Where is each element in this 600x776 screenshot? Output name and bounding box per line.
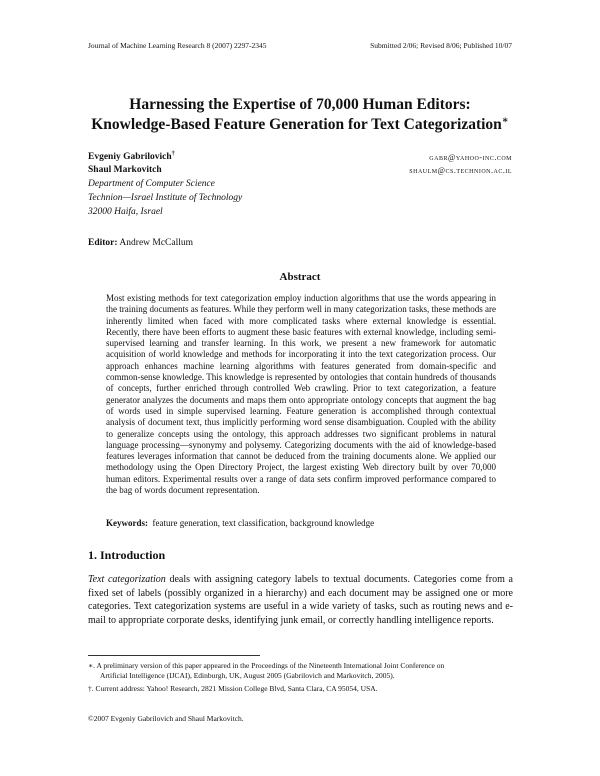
keywords-line [106, 518, 374, 528]
affiliation-line3: 32000 Haifa, Israel [88, 207, 163, 217]
submission-dates: Submitted 2/06; Revised 8/06; Published 10/07 [370, 41, 512, 50]
author-2-email: shaulm@cs.technion.ac.il [409, 166, 512, 175]
affiliation-line1: Department of Computer Science [88, 179, 215, 189]
keywords-text: feature generation, text classification, background knowledge [152, 518, 375, 528]
paper-title-line1: Harnessing the Expertise of 70,000 Human Editors: [129, 96, 471, 113]
editor-label: Editor: [88, 238, 118, 248]
paper-title-line2-text: Knowledge-Based Feature Generation for Text Categorization [91, 116, 502, 133]
keywords-label: Keywords: [106, 518, 148, 528]
author-1-name: Evgeniy Gabrilovich [88, 152, 172, 162]
footnote-rule [88, 655, 260, 656]
title-footnote-mark: ∗ [501, 114, 509, 126]
footnote-1-mark: ∗. [88, 661, 95, 670]
section-number: 1. [88, 548, 97, 562]
author-1 [88, 152, 175, 162]
abstract-heading: Abstract [279, 271, 321, 283]
affiliation-line2: Technion—Israel Institute of Technology [88, 193, 243, 203]
footnote-2-line1: Current address: Yahoo! Research, 2821 Mission College Blvd, Santa Clara, CA 95054, USA. [95, 684, 378, 693]
footnote-1-line1: A preliminary version of this paper appeared in the Proceedings of the Nineteenth International Joint Conference on [96, 661, 445, 670]
footnote-1-line2: Artificial Intelligence (IJCAI), Edinburgh, UK, August 2005 (Gabrilovich and Markovitch, 2005). [100, 670, 395, 680]
author-1-email: gabr@yahoo-inc.com [429, 153, 512, 162]
paper-title-line2 [0, 116, 600, 134]
section-title: Introduction [100, 548, 166, 562]
intro-text: deals with assigning category labels to textual documents. Categories come from a fixed set of labels (possibly organized in a hierarchy) and each document may be assigned one or more categories. Text categorization systems are useful in a wide variety of tasks, such as routing news and e-mail to appropriate corporate desks, identifying junk email, or correctly handling intelligence reports. [88, 574, 513, 627]
author-2-name: Shaul Markovitch [88, 165, 162, 175]
copyright-notice: ©2007 Evgeniy Gabrilovich and Shaul Markovitch. [88, 714, 244, 723]
footnote-2-mark: †. [88, 684, 94, 693]
author-1-mark: † [171, 150, 175, 157]
section-heading [88, 548, 165, 563]
editor-name: Andrew McCallum [119, 238, 194, 248]
footnote-2 [88, 684, 513, 694]
intro-paragraph [88, 573, 513, 628]
editor-line [88, 238, 193, 248]
journal-header: Journal of Machine Learning Research 8 (2007) 2297-2345 [88, 41, 267, 50]
footnote-1 [88, 661, 513, 681]
intro-term: Text categorization [88, 574, 166, 585]
abstract-text: Most existing methods for text categorization employ induction algorithms that use the words appearing in the training documents as features. While they perform well in many categorization tasks, these methods are inherently limited when faced with more complicated tasks where external knowledge is essential. Recently, there have been efforts to augment these basic features with external knowledge, including semi-supervised learning and transfer learning. In this work, we present a new framework for automatic acquisition of world knowledge and methods for incorporating it into the text categorization process. Our approach enhances machine learning algorithms with features generated from domain-specific and common-sense knowledge. This knowledge is represented by ontologies that contain hundreds of thousands of concepts, further enriched through controlled Web crawling. Prior to text categorization, a feature generator analyzes the documents and maps them onto appropriate ontology concepts that augment the bag of words used in simple supervised learning. Feature generation is accomplished through contextual analysis of document text, thus implicitly performing word sense disambiguation. Coupled with the ability to generalize concepts using the ontology, this approach addresses two significant problems in natural language processing—synonymy and polysemy. Categorizing documents with the aid of knowledge-based features leverages information that cannot be deduced from the training documents alone. We applied our methodology using the Open Directory Project, the largest existing Web directory built by over 70,000 human editors. Experimental results over a range of data sets confirm improved performance compared to the bag of words document representation. [106, 293, 496, 496]
